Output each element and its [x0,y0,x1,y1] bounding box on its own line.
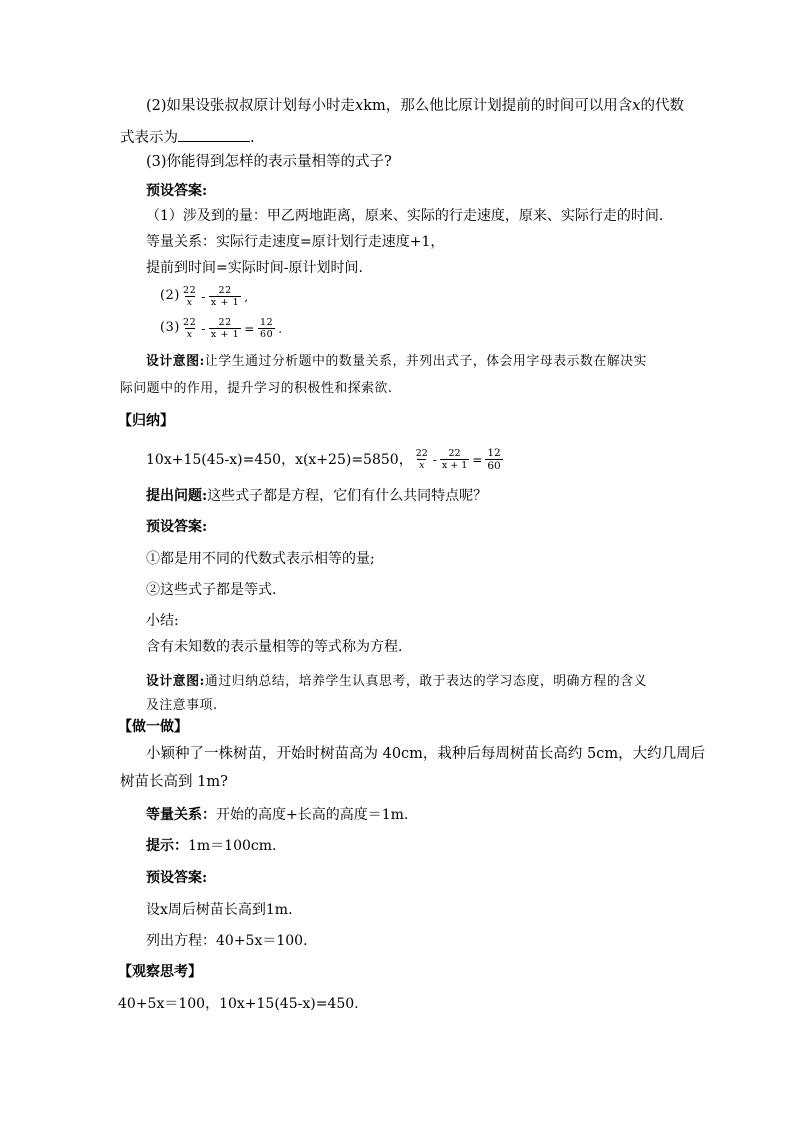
preset-answer-set-variable: 设x周后树苗长高到1m. [146,902,293,918]
preset-answer-3-expression: (3) $\frac{22}{x}$ - $\frac{22}{x + 1}$ = $\frac{12}{60}$ . [160,317,283,340]
fraction: $\frac{12}{60}$ [259,317,274,340]
preset-answer-circle-1: ①都是用不同的代数式表示相等的量; [146,551,375,567]
preset-answer-title-3: 预设答案: [146,870,208,886]
equation-list: 10x+15(45-x)=450，x(x+25)=5850， $\frac{22}{x}$ - $\frac{22}{x + 1}$ = $\frac{12}{60}$ [146,447,501,472]
fraction: $\frac{22}{x}$ [415,448,428,471]
preset-answer-equation: 列出方程：40+5x＝100. [146,933,308,949]
preset-answer-2-expression: (2) $\frac{22}{x}$ - $\frac{22}{x + 1}$ , [160,285,249,308]
design-intent-2-line-1: 设计意图:通过归纳总结，培养学生认真思考，敢于表达的学习态度，明确方程的含义 [146,674,648,689]
problem-line-2: 树苗长高到 1m? [120,774,228,790]
design-intent-1-line-1: 设计意图:让学生通过分析题中的数量关系，并列出式子，体会用字母表示数在解决实 [146,354,648,369]
answer-blank[interactable] [178,127,250,142]
preset-answer-title: 预设答案: [146,183,208,199]
pose-question: 提出问题:这些式子都是方程，它们有什么共同特点呢？ [146,488,488,504]
preset-answer-title-2: 预设答案: [146,519,208,535]
fraction: $\frac{22}{x + 1}$ [210,285,240,308]
fraction: $\frac{22}{x + 1}$ [210,317,240,340]
design-intent-2-line-2: 及注意事项. [146,698,218,713]
fraction: $\frac{22}{x}$ [182,285,197,308]
fraction: $\frac{12}{60}$ [487,447,501,472]
problem-line-1: 小颖种了一株树苗，开始时树苗高为 40cm，栽种后每周树苗长高约 5cm，大约几周后 [146,746,706,762]
fraction: $\frac{22}{x}$ [182,317,197,340]
advance-time-relation: 提前到时间=实际时间-原计划时间. [146,260,363,276]
question-3: (3)你能得到怎样的表示量相等的式子? [146,154,392,170]
design-intent-1-line-2: 际问题中的作用，提升学习的积极性和探索欲. [120,381,393,396]
summary-title: 小结: [146,613,179,629]
section-heading-try: 【做一做】 [118,719,188,735]
final-equations: 40+5x＝100，10x+15(45-x)=450. [118,996,359,1012]
question-2-line-2: 式表示为 . [120,127,255,146]
equal-relation-2: 等量关系：开始的高度+长高的高度＝1m. [146,807,409,823]
summary-text: 含有未知数的表示量相等的等式称为方程. [146,639,403,655]
preset-answer-circle-2: ②这些式子都是等式. [146,582,277,598]
fraction: $\frac{22}{x + 1}$ [441,448,468,471]
preset-answer-1: （1）涉及到的量：甲乙两地距离，原来、实际的行走速度，原来、实际行走的时间. [146,208,664,224]
hint: 提示：1m＝100cm. [146,838,277,854]
section-heading-observe: 【观察思考】 [118,964,202,980]
question-2-line-1: (2)如果设张叔叔原计划每小时走xkm，那么他比原计划提前的时间可以用含x的代数 [146,98,684,114]
equal-relation-1: 等量关系：实际行走速度=原计划行走速度+1， [146,234,445,250]
section-heading-induction: 【归纳】 [118,413,174,429]
